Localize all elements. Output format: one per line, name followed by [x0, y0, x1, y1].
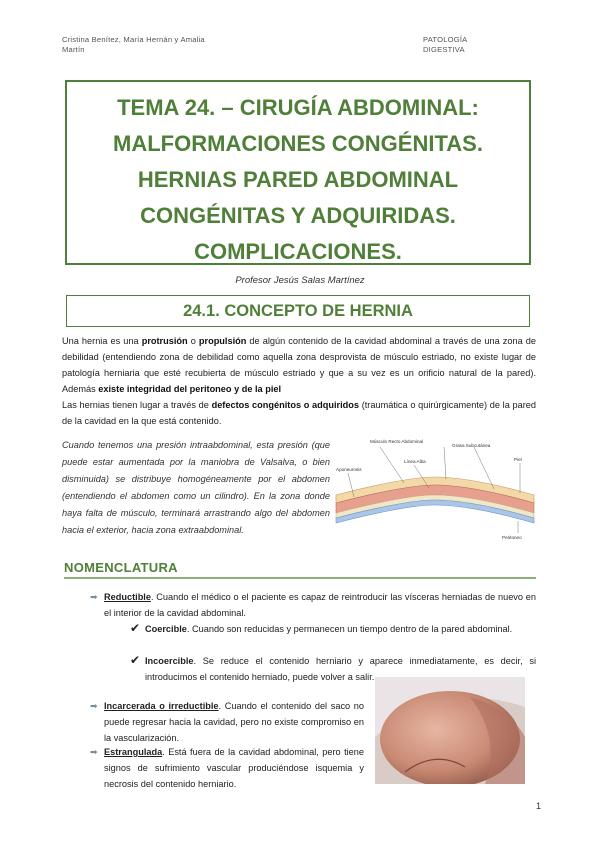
- section-heading: 24.1. CONCEPTO DE HERNIA: [66, 295, 530, 327]
- checkmark-icon: ✔: [130, 621, 141, 635]
- definition-paragraph: [62, 333, 536, 397]
- arrow-icon: ➡: [90, 701, 98, 711]
- title-line-5: COMPLICACIONES.: [194, 239, 402, 264]
- label-skin: Piel: [514, 457, 522, 462]
- label-linea-alba: Línea Alba: [404, 459, 426, 464]
- item-estrangulada: [104, 744, 364, 792]
- label-aponeurosis: Aponeurosis: [336, 467, 362, 472]
- title-line-2: MALFORMACIONES CONGÉNITAS.: [113, 131, 483, 156]
- page-number: 1: [536, 801, 542, 811]
- p2-text-1: Las hernias tienen lugar a través de: [62, 400, 212, 410]
- p1-text-3: de algún contenido de la cavidad abdominal a través de una zona de debilidad (entendiendo zona de debilidad como aquella zona desprovista de músculo estriado, no existe lugar de patología herniaria que esté recubierta de músculo estriado y que a su vez es un orificio natural de la pared). Además: [62, 336, 537, 394]
- reductible-label: Reductible: [104, 592, 151, 602]
- label-peritoneum: Peritoneo: [502, 535, 522, 540]
- checkmark-icon: ✔: [130, 653, 141, 667]
- item-reductible: [104, 589, 536, 621]
- incarcerada-text: . Cuando el contenido del saco no puede regresar hacia la cavidad, pero no existe compromiso en la vascularización.: [104, 701, 365, 743]
- document-title-box: [65, 80, 531, 265]
- p1-text-2: o: [187, 336, 199, 346]
- nomenclature-rule: [64, 577, 536, 579]
- item-coercible: [145, 621, 536, 637]
- label-fat: Grasa Subcutánea: [452, 443, 491, 448]
- incoercible-text: . Se reduce el contenido herniario y aparece inmediatamente, es decir, si introducimos el contenido herniado, puede volver a salir.: [145, 656, 536, 682]
- arrow-icon: ➡: [90, 592, 98, 602]
- p2-bold-1: defectos congénitos o adquiridos: [211, 400, 359, 410]
- incarcerada-label: Incarcerada o irreductible: [104, 701, 219, 711]
- title-line-1: TEMA 24. – CIRUGÍA ABDOMINAL:: [117, 95, 479, 120]
- hernia-photo: [375, 677, 525, 784]
- header-subject: [423, 35, 543, 55]
- header-authors-line1: Cristina Benítez, María Hernán y Amalia: [62, 35, 205, 44]
- incoercible-label: Incoercible: [145, 656, 194, 666]
- abdominal-wall-diagram: [334, 433, 536, 543]
- title-line-3: HERNIAS PARED ABDOMINAL: [137, 167, 459, 192]
- p2-text-2: (traumática o quirúrgicamente) de la pared de la cavidad en la que está contenido.: [62, 400, 536, 426]
- header-authors-line2: Martín: [62, 45, 85, 54]
- header-subject-line1: PATOLOGÍA: [423, 35, 468, 44]
- p1-bold-2: propulsión: [198, 336, 247, 346]
- nomenclature-heading: NOMENCLATURA: [64, 560, 178, 575]
- p1-bold-1: protrusión: [141, 336, 188, 346]
- arrow-icon: ➡: [90, 747, 98, 757]
- hernia-photo-illustration: [375, 677, 525, 784]
- p1-text-1: Una hernia es una: [62, 336, 142, 346]
- estrangulada-text: . Está fuera de la cavidad abdominal, pero tiene signos de sufrimiento vascular produciéndose isquemia y necrosis del contenido herniario.: [104, 747, 364, 789]
- abdominal-wall-figure: [334, 433, 536, 543]
- item-incarcerada: [104, 698, 364, 746]
- estrangulada-label: Estrangulada: [104, 747, 163, 757]
- coercible-label: Coercible: [145, 624, 187, 634]
- reductible-text: . Cuando el médico o el paciente es capaz de reintroducir las vísceras herniadas de nuevo en el interior de la cavidad abdominal.: [104, 592, 536, 618]
- p1-bold-3: existe integridad del peritoneo y de la piel: [98, 384, 282, 394]
- pressure-paragraph: Cuando tenemos una presión intraabdominal, esta presión (que puede estar aumentada por la maniobra de Valsalva, o bien disminuida) se distribuye homogéneamente por el abdomen (entendiendo el abdomen como un cilindro). En la zona donde haya falta de músculo, terminará arrastrando algo del abdomen hacia el exterior, hacia zona extraabdominal.: [62, 440, 330, 535]
- header-authors: [62, 35, 292, 55]
- header-subject-line2: DIGESTIVA: [423, 45, 465, 54]
- defects-paragraph: [62, 397, 536, 429]
- coercible-text: . Cuando son reducidas y permanecen un tiempo dentro de la pared abdominal.: [186, 624, 513, 634]
- label-muscle: Músculo Recto Abdominal: [370, 439, 424, 444]
- title-line-4: CONGÉNITAS Y ADQUIRIDAS.: [140, 203, 456, 228]
- professor-name: Profesor Jesús Salas Martínez: [235, 275, 365, 286]
